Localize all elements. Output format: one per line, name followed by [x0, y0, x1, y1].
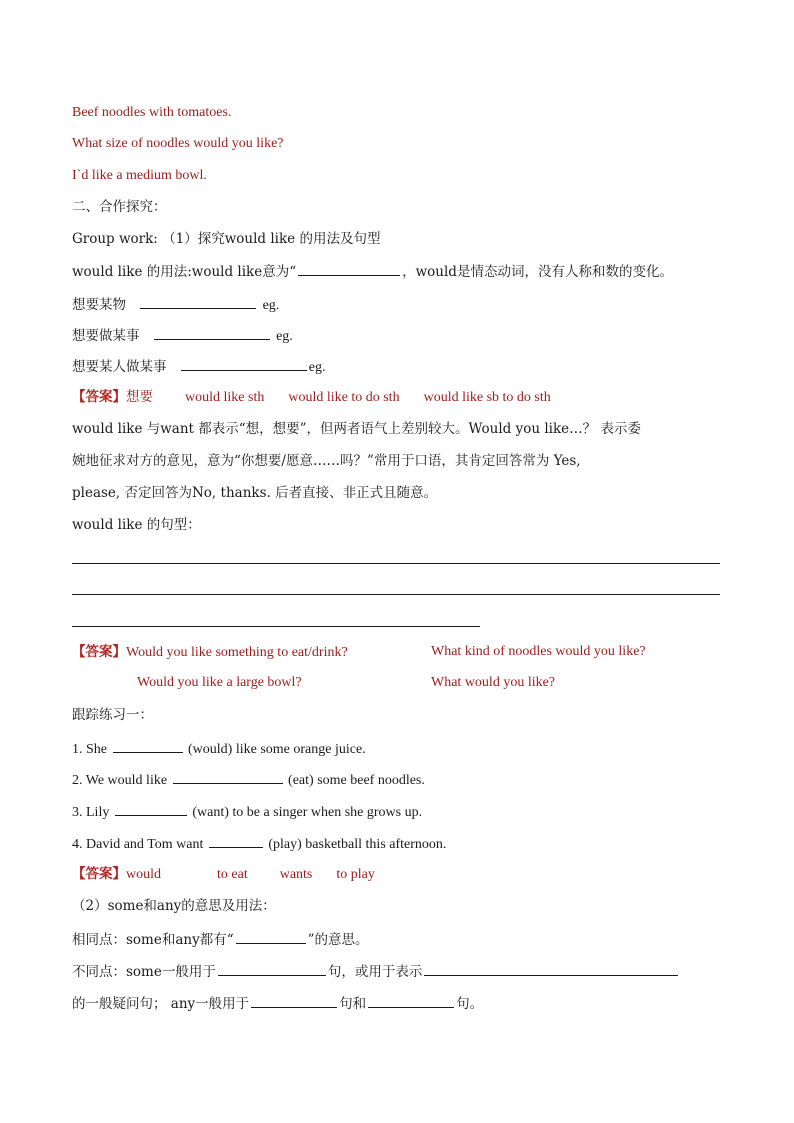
answer-tag: 【答案】: [72, 644, 126, 660]
diff-point-line: [72, 961, 680, 981]
pattern-answer-4: What would you like?: [431, 675, 556, 690]
same-point-line: [72, 929, 369, 949]
diff2-pre: 的一般疑问句； any一般用于: [72, 996, 250, 1012]
same-point-pre: 相同点：some和any都有“: [72, 932, 234, 948]
compare-line-1: would like 与want 都表示“想，想要”，但两者语气上差别较大。Would you like…？ 表示委: [72, 421, 641, 437]
usage-item-2: [72, 325, 293, 346]
intro-line-1: Beef noodles with tomatoes.: [72, 105, 232, 120]
diff2-mid: 句和: [339, 996, 367, 1012]
usage-line: [72, 261, 673, 281]
practice-answer-2: to eat: [217, 867, 248, 882]
usage-answer: [72, 388, 551, 407]
diff-point-blank-1[interactable]: [218, 961, 326, 976]
usage-answer-3: would like to do sth: [288, 390, 400, 405]
group-work-line: Group work: （1）探究would like 的用法及句型: [72, 231, 381, 247]
practice-item-post: (eat) some beef noodles.: [288, 773, 425, 788]
diff-point-pre: 不同点：some一般用于: [72, 964, 216, 980]
usage-item-blank[interactable]: [154, 325, 270, 340]
usage-item-suffix: eg.: [308, 360, 326, 375]
practice-item-blank[interactable]: [113, 738, 183, 753]
usage-tail: ，would是情态动词，没有人称和数的变化。: [402, 264, 673, 280]
practice-item-2: [72, 769, 425, 790]
answer-tag: 【答案】: [72, 866, 126, 882]
pattern-answer-row-1: [72, 643, 348, 662]
practice-item-post: (play) basketball this afternoon.: [268, 837, 447, 852]
usage-item-blank[interactable]: [181, 356, 307, 371]
section-heading: 二、合作探究：: [72, 199, 167, 215]
usage-blank[interactable]: [298, 261, 400, 276]
practice-item-pre: 3. Lily: [72, 805, 110, 820]
same-point-blank[interactable]: [236, 929, 306, 944]
usage-lead: would like 的用法:would like意为“: [72, 264, 297, 280]
practice-item-blank[interactable]: [115, 801, 187, 816]
diff-point-line-2: [72, 993, 483, 1013]
some-any-heading: （2）some和any的意思及用法：: [72, 898, 276, 914]
usage-item-label: 想要做某事: [72, 328, 140, 344]
answer-rule-1[interactable]: [72, 563, 720, 564]
practice-answer-1: would: [126, 867, 161, 882]
practice-item-pre: 1. She: [72, 742, 107, 757]
compare-line-2: 婉地征求对方的意见，意为“你想要/愿意……吗？”常用于口语，其肯定回答常为 Yes,: [72, 453, 581, 469]
pattern-answer-2: What kind of noodles would you like?: [431, 644, 646, 659]
usage-answer-4: would like sb to do sth: [423, 390, 551, 405]
usage-item-1: [72, 294, 279, 315]
practice-item-pre: 4. David and Tom want: [72, 837, 204, 852]
practice-answer-3: wants: [279, 867, 313, 882]
answer-tag: 【答案】: [72, 389, 126, 405]
usage-item-3: [72, 356, 326, 377]
practice-heading: 跟踪练习一：: [72, 707, 153, 723]
practice-item-pre: 2. We would like: [72, 773, 168, 788]
answer-rule-2[interactable]: [72, 594, 720, 595]
practice-item-post: (want) to be a singer when she grows up.: [192, 805, 423, 820]
practice-answer: [72, 865, 375, 884]
same-point-post: ”的意思。: [307, 932, 369, 948]
practice-answer-4: to play: [336, 867, 375, 882]
diff2-post: 句。: [456, 996, 484, 1012]
pattern-label: would like 的句型：: [72, 517, 201, 533]
compare-line-3: please, 否定回答为No, thanks. 后者直接、非正式且随意。: [72, 485, 438, 501]
practice-item-3: [72, 801, 422, 822]
practice-item-1: [72, 738, 366, 759]
practice-item-4: [72, 833, 446, 854]
usage-item-label: 想要某物: [72, 297, 126, 313]
usage-item-label: 想要某人做某事: [72, 359, 167, 375]
usage-answer-2: would like sth: [185, 390, 265, 405]
pattern-answer-3: Would you like a large bowl?: [137, 675, 302, 690]
diff-point-blank-2[interactable]: [424, 961, 678, 976]
usage-item-suffix: eg.: [262, 298, 280, 313]
intro-line-3: I`d like a medium bowl.: [72, 168, 207, 183]
usage-item-suffix: eg.: [276, 329, 293, 344]
usage-answer-1: 想要: [126, 389, 153, 405]
practice-item-blank[interactable]: [173, 769, 283, 784]
intro-line-2: What size of noodles would you like?: [72, 136, 284, 151]
practice-item-blank[interactable]: [209, 833, 263, 848]
pattern-answer-1: Would you like something to eat/drink?: [126, 645, 348, 660]
answer-rule-3[interactable]: [72, 626, 480, 627]
practice-item-post: (would) like some orange juice.: [188, 742, 366, 757]
diff-point-mid: 句，或用于表示: [327, 964, 423, 980]
diff2-blank-2[interactable]: [368, 993, 454, 1008]
usage-item-blank[interactable]: [140, 294, 256, 309]
diff2-blank-1[interactable]: [251, 993, 337, 1008]
